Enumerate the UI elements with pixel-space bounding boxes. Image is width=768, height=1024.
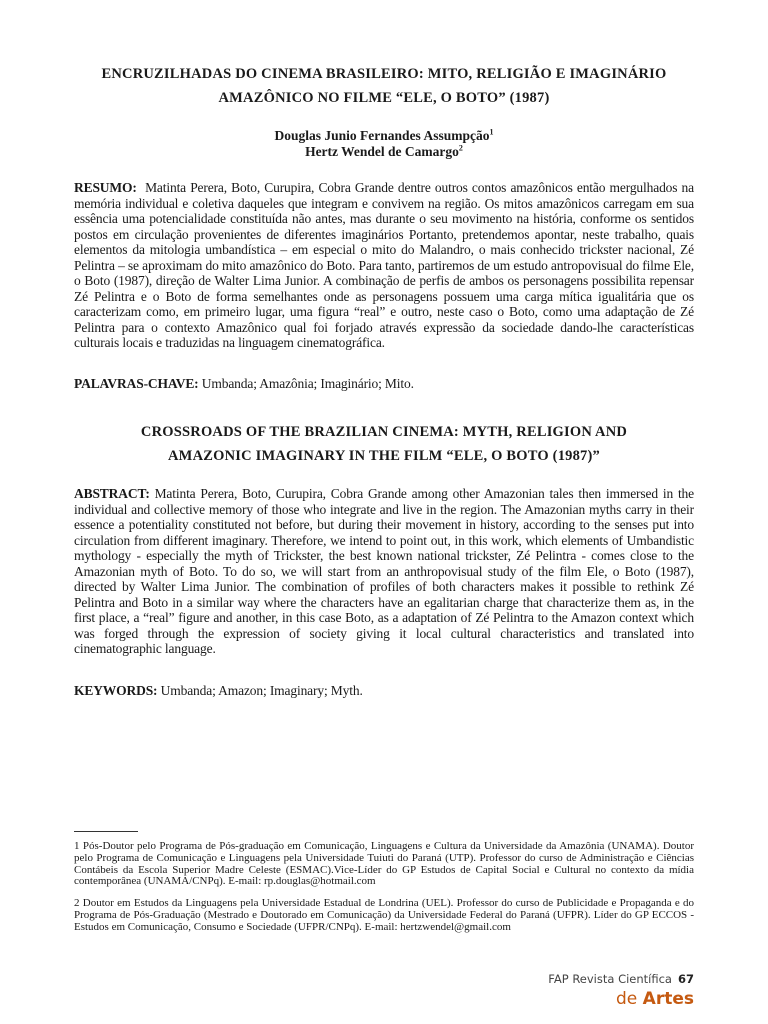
resumo-label: RESUMO: [74, 180, 137, 195]
brand-de: de [616, 989, 638, 1009]
resumo-paragraph [74, 180, 694, 351]
document-page [74, 0, 694, 1024]
author-2-name: Hertz Wendel de Camargo [305, 144, 459, 159]
abstract-paragraph [74, 486, 694, 657]
article-title-pt [74, 62, 694, 110]
palavras-chave-paragraph [74, 376, 694, 392]
article-title-en [74, 420, 694, 468]
author-2 [74, 144, 694, 160]
abstract-text: Matinta Perera, Boto, Curupira, Cobra Grande among other Amazonian tales then immersed in the individual and collective memory of those who integrate and live in the region. The Amazonian myths carry in their essence a potentiality constituted not before, but during their movement in history, according to the senses put into circulation from different imaginary. Therefore, we intend to point out, in this work, which elements of Umbandistic mythology - especially the myth of Trickster, the best known national trickster, Zé Pelintra - comes close to the Amazonian myth of Boto. To do so, we will start from an anthropovisual study of the film Ele, o Boto (1987), directed by Walter Lima Junior. The combination of profiles of both characters makes it possible to rethink Zé Pelintra and Boto in a similar way where the characters have an egalitarian charge that characterize them as, in the first place, a “real” figure and another, in this case Boto, as a adaptation of Zé Pelintra to the Amazon context which was forged through the expression of society giving it local cultural characteristics and translated into cinematographic language. [74, 486, 694, 656]
palavras-chave-label: PALAVRAS-CHAVE: [74, 376, 199, 391]
author-1 [74, 128, 694, 144]
keywords-label: KEYWORDS: [74, 683, 158, 698]
footer-journal-line [548, 968, 694, 987]
author-1-note: 1 [489, 127, 494, 137]
footnote-divider [74, 831, 138, 832]
abstract-label: ABSTRACT: [74, 486, 150, 501]
keywords-paragraph [74, 683, 694, 699]
journal-brand-logo [548, 989, 694, 1009]
author-2-note: 2 [458, 143, 463, 153]
page-footer [548, 968, 694, 1009]
footnote-2: 2 Doutor em Estudos da Linguagens pela Universidade Estadual de Londrina (UEL). Professor do curso de Publicidade e Propaganda e do Programa de Pós-Graduação (Mestrado e Doutorado em Comunicação) da Universidade Federal do Paraná (UFPR). Líder do GP ECCOS - Estudos em Comunicação, Consumo e Sociedade (UFPR/CNPq). E-mail: hertzwendel@gmail.com [74, 897, 694, 933]
title-pt-line-1: ENCRUZILHADAS DO CINEMA BRASILEIRO: MITO, RELIGIÃO E IMAGINÁRIO [101, 66, 667, 82]
brand-artes: Artes [642, 989, 694, 1009]
title-pt-line-2: AMAZÔNICO NO FILME “ELE, O BOTO” (1987) [218, 90, 550, 106]
footnote-1: 1 Pós-Doutor pelo Programa de Pós-graduação em Comunicação, Linguagens e Cultura da Universidade da Amazônia (UNAMA). Doutor pelo Programa de Comunicação e Linguagens pela Universidade Tuiuti do Paraná (UTP). Professor do curso de Administração e Ciências Contábeis da Escola Superior Madre Celeste (ESMAC).Vice-Líder do GP Estudos de Capital Social e Cultural no contexto da mídia contemporânea (UNAMA/CNPq). E-mail: rp.douglas@hotmail.com [74, 840, 694, 888]
author-1-name: Douglas Junio Fernandes Assumpção [274, 128, 490, 143]
journal-name: FAP Revista Científica [548, 972, 672, 986]
keywords-text: Umbanda; Amazon; Imaginary; Myth. [160, 683, 363, 698]
title-en-line-1: CROSSROADS OF THE BRAZILIAN CINEMA: MYTH, RELIGION AND [140, 424, 628, 440]
authors [74, 128, 694, 160]
resumo-text: Matinta Perera, Boto, Curupira, Cobra Grande dentre outros contos amazônicos então mergulhados na memória individual e coletiva daqueles que integram e convivem na região. Os mitos amazônicos carregam em sua essência uma potencialidade constituída não antes, mas durante o seu movimento na história, conforme os sentidos postos em circulação provenientes de diferentes imaginários Portanto, pretendemos apontar, neste trabalho, quais elementos da mitologia umbandística – em especial o mito do Malandro, o mais conhecido trickster nacional, Zé Pelintra – se aproximam do mito amazônico do Boto. Para tanto, partiremos de um estudo antropovisual do filme Ele, o Boto (1987), direção de Walter Lima Junior. A combinação de perfis de ambos os personagens possibilita repensar Zé Pelintra e o Boto de forma semelhantes onde as personagens possuem uma carga mítica igualitária que os caracterizam como, em primeiro lugar, uma figura “real” e outro, neste caso o Boto, como uma adaptação de Zé Pelintra para o contexto Amazônico qual foi forjado através expressão da sociedade dando-lhe características culturais locais e traduzidas na linguagem cinematográfica. [74, 180, 695, 350]
page-number: 67 [677, 972, 694, 986]
palavras-chave-text: Umbanda; Amazônia; Imaginário; Mito. [201, 376, 414, 391]
title-en-line-2: AMAZONIC IMAGINARY IN THE FILM “ELE, O BOTO (1987)” [168, 448, 600, 464]
